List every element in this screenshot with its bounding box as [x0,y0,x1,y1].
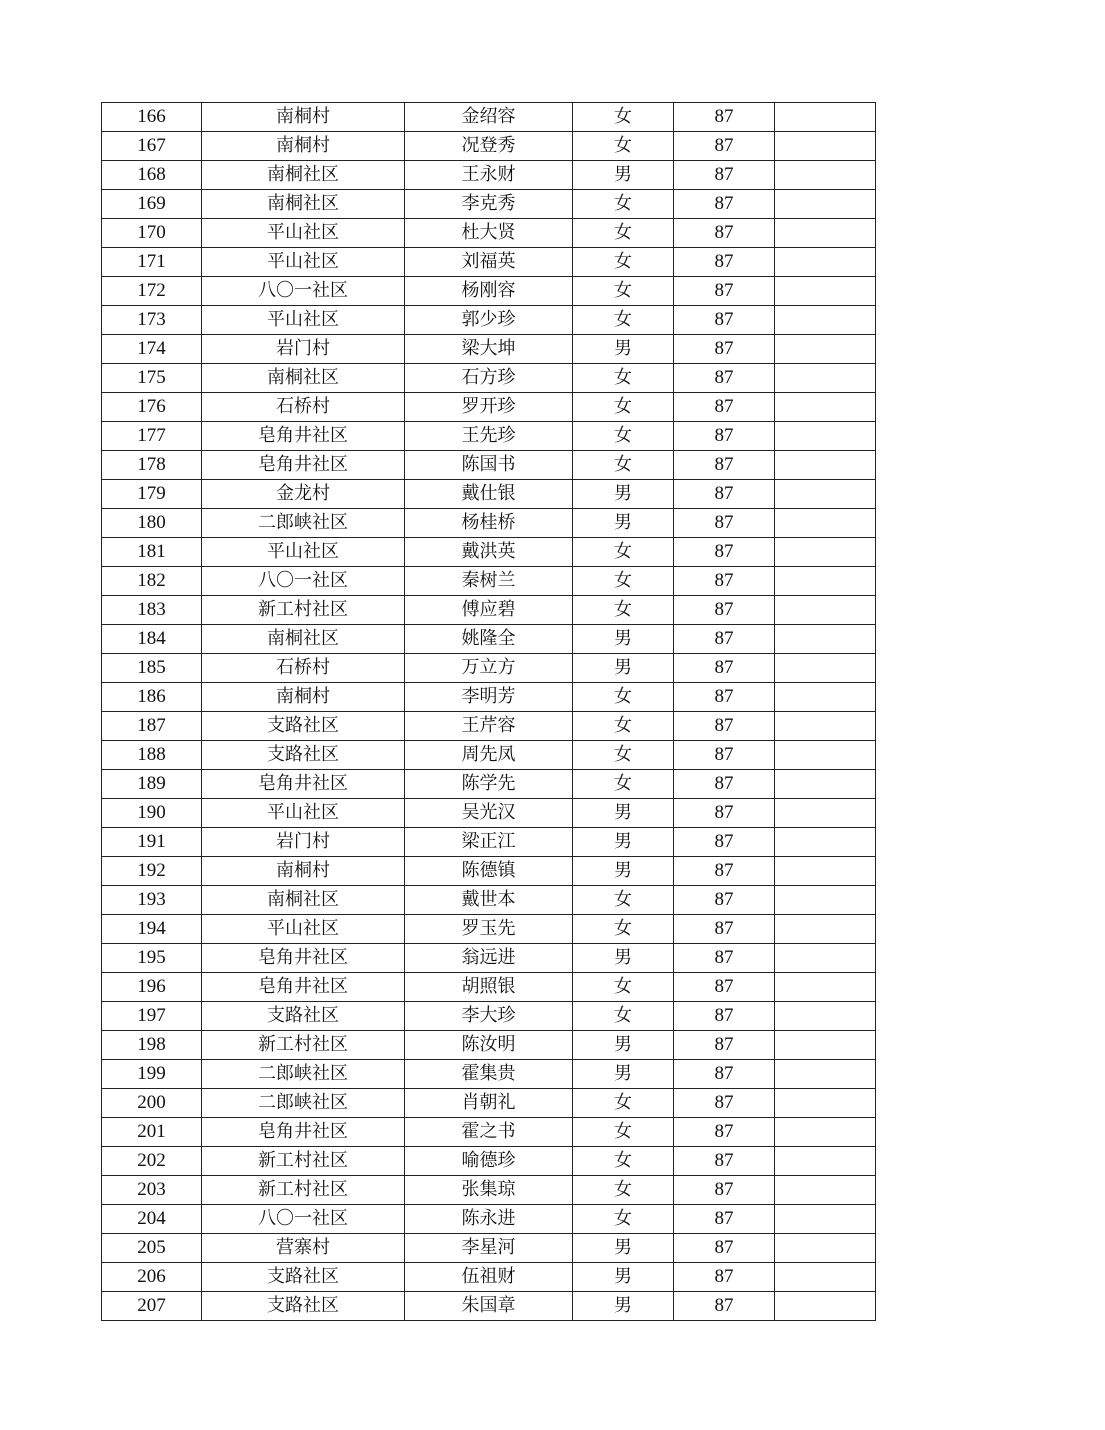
gender-cell: 女 [573,190,674,219]
row-number-cell: 178 [102,451,202,480]
table-row [102,828,876,857]
table-row [102,1089,876,1118]
row-number-cell: 190 [102,799,202,828]
remark-cell [775,1118,876,1147]
table-row [102,1060,876,1089]
gender-cell: 女 [573,741,674,770]
table-row [102,509,876,538]
remark-cell [775,1176,876,1205]
community-cell: 平山社区 [202,219,405,248]
row-number-cell: 206 [102,1263,202,1292]
row-number-cell: 198 [102,1031,202,1060]
remark-cell [775,683,876,712]
name-cell: 陈汝明 [405,1031,573,1060]
table-row [102,1031,876,1060]
age-cell: 87 [674,567,775,596]
community-cell: 皂角井社区 [202,451,405,480]
gender-cell: 男 [573,1031,674,1060]
name-cell: 罗开珍 [405,393,573,422]
table-row [102,625,876,654]
age-cell: 87 [674,161,775,190]
remark-cell [775,944,876,973]
name-cell: 梁大坤 [405,335,573,364]
community-cell: 二郎峡社区 [202,1089,405,1118]
name-cell: 陈德镇 [405,857,573,886]
name-cell: 肖朝礼 [405,1089,573,1118]
table-row [102,103,876,132]
name-cell: 胡照银 [405,973,573,1002]
table-row [102,132,876,161]
age-cell: 87 [674,364,775,393]
name-cell: 王先珍 [405,422,573,451]
gender-cell: 女 [573,1205,674,1234]
age-cell: 87 [674,306,775,335]
name-cell: 王永财 [405,161,573,190]
remark-cell [775,538,876,567]
community-cell: 新工村社区 [202,596,405,625]
remark-cell [775,161,876,190]
roster-table [101,102,876,1321]
row-number-cell: 207 [102,1292,202,1321]
gender-cell: 女 [573,248,674,277]
table-row [102,741,876,770]
table-row [102,422,876,451]
name-cell: 霍集贵 [405,1060,573,1089]
name-cell: 李明芳 [405,683,573,712]
community-cell: 八〇一社区 [202,567,405,596]
remark-cell [775,509,876,538]
table-row [102,451,876,480]
row-number-cell: 179 [102,480,202,509]
age-cell: 87 [674,973,775,1002]
row-number-cell: 202 [102,1147,202,1176]
row-number-cell: 182 [102,567,202,596]
community-cell: 南桐社区 [202,161,405,190]
age-cell: 87 [674,1205,775,1234]
age-cell: 87 [674,219,775,248]
community-cell: 南桐村 [202,132,405,161]
row-number-cell: 184 [102,625,202,654]
gender-cell: 男 [573,1263,674,1292]
table-row [102,1176,876,1205]
remark-cell [775,799,876,828]
name-cell: 吴光汉 [405,799,573,828]
table-row [102,857,876,886]
community-cell: 皂角井社区 [202,1118,405,1147]
row-number-cell: 169 [102,190,202,219]
remark-cell [775,770,876,799]
community-cell: 支路社区 [202,1292,405,1321]
table-row [102,248,876,277]
name-cell: 陈国书 [405,451,573,480]
remark-cell [775,1031,876,1060]
age-cell: 87 [674,1176,775,1205]
row-number-cell: 195 [102,944,202,973]
remark-cell [775,596,876,625]
table-row [102,712,876,741]
remark-cell [775,1002,876,1031]
gender-cell: 男 [573,944,674,973]
remark-cell [775,422,876,451]
table-row [102,1234,876,1263]
age-cell: 87 [674,1060,775,1089]
gender-cell: 女 [573,1147,674,1176]
gender-cell: 男 [573,480,674,509]
name-cell: 秦树兰 [405,567,573,596]
community-cell: 皂角井社区 [202,944,405,973]
table-row [102,480,876,509]
row-number-cell: 203 [102,1176,202,1205]
remark-cell [775,857,876,886]
age-cell: 87 [674,103,775,132]
roster-table-body [102,103,876,1321]
row-number-cell: 171 [102,248,202,277]
table-row [102,306,876,335]
name-cell: 戴世本 [405,886,573,915]
name-cell: 梁正江 [405,828,573,857]
table-row [102,190,876,219]
row-number-cell: 172 [102,277,202,306]
age-cell: 87 [674,509,775,538]
table-row [102,219,876,248]
remark-cell [775,654,876,683]
table-row [102,596,876,625]
table-row [102,944,876,973]
community-cell: 平山社区 [202,538,405,567]
remark-cell [775,451,876,480]
gender-cell: 女 [573,219,674,248]
age-cell: 87 [674,1234,775,1263]
name-cell: 傅应碧 [405,596,573,625]
gender-cell: 女 [573,1176,674,1205]
name-cell: 金绍容 [405,103,573,132]
remark-cell [775,277,876,306]
remark-cell [775,393,876,422]
row-number-cell: 193 [102,886,202,915]
row-number-cell: 191 [102,828,202,857]
table-row [102,973,876,1002]
row-number-cell: 180 [102,509,202,538]
name-cell: 李星河 [405,1234,573,1263]
table-row [102,364,876,393]
age-cell: 87 [674,683,775,712]
age-cell: 87 [674,654,775,683]
community-cell: 新工村社区 [202,1176,405,1205]
row-number-cell: 176 [102,393,202,422]
gender-cell: 女 [573,393,674,422]
table-row [102,538,876,567]
community-cell: 新工村社区 [202,1031,405,1060]
remark-cell [775,335,876,364]
name-cell: 郭少珍 [405,306,573,335]
remark-cell [775,1089,876,1118]
gender-cell: 女 [573,886,674,915]
community-cell: 南桐村 [202,683,405,712]
row-number-cell: 194 [102,915,202,944]
row-number-cell: 177 [102,422,202,451]
gender-cell: 女 [573,770,674,799]
community-cell: 平山社区 [202,248,405,277]
row-number-cell: 167 [102,132,202,161]
name-cell: 刘福英 [405,248,573,277]
gender-cell: 男 [573,1060,674,1089]
remark-cell [775,886,876,915]
remark-cell [775,1147,876,1176]
remark-cell [775,364,876,393]
gender-cell: 男 [573,1234,674,1263]
gender-cell: 男 [573,161,674,190]
remark-cell [775,915,876,944]
community-cell: 石桥村 [202,393,405,422]
remark-cell [775,306,876,335]
age-cell: 87 [674,741,775,770]
gender-cell: 男 [573,654,674,683]
remark-cell [775,741,876,770]
remark-cell [775,1205,876,1234]
name-cell: 陈永进 [405,1205,573,1234]
age-cell: 87 [674,1147,775,1176]
table-row [102,393,876,422]
name-cell: 李大珍 [405,1002,573,1031]
age-cell: 87 [674,335,775,364]
community-cell: 八〇一社区 [202,277,405,306]
table-row [102,1147,876,1176]
age-cell: 87 [674,770,775,799]
gender-cell: 女 [573,422,674,451]
age-cell: 87 [674,1263,775,1292]
community-cell: 岩门村 [202,828,405,857]
table-row [102,277,876,306]
remark-cell [775,1060,876,1089]
row-number-cell: 166 [102,103,202,132]
table-row [102,915,876,944]
age-cell: 87 [674,625,775,654]
remark-cell [775,625,876,654]
name-cell: 戴仕银 [405,480,573,509]
gender-cell: 女 [573,451,674,480]
gender-cell: 女 [573,683,674,712]
age-cell: 87 [674,596,775,625]
age-cell: 87 [674,828,775,857]
age-cell: 87 [674,886,775,915]
name-cell: 杜大贤 [405,219,573,248]
row-number-cell: 196 [102,973,202,1002]
community-cell: 平山社区 [202,799,405,828]
row-number-cell: 185 [102,654,202,683]
remark-cell [775,973,876,1002]
gender-cell: 女 [573,277,674,306]
community-cell: 支路社区 [202,1002,405,1031]
gender-cell: 女 [573,567,674,596]
name-cell: 翁远进 [405,944,573,973]
age-cell: 87 [674,1292,775,1321]
row-number-cell: 197 [102,1002,202,1031]
age-cell: 87 [674,277,775,306]
table-row [102,799,876,828]
remark-cell [775,1292,876,1321]
remark-cell [775,1234,876,1263]
name-cell: 况登秀 [405,132,573,161]
gender-cell: 男 [573,799,674,828]
gender-cell: 女 [573,1089,674,1118]
gender-cell: 女 [573,132,674,161]
gender-cell: 男 [573,1292,674,1321]
table-row [102,1002,876,1031]
community-cell: 南桐社区 [202,886,405,915]
gender-cell: 男 [573,625,674,654]
gender-cell: 男 [573,828,674,857]
community-cell: 平山社区 [202,306,405,335]
community-cell: 营寨村 [202,1234,405,1263]
row-number-cell: 200 [102,1089,202,1118]
remark-cell [775,132,876,161]
table-row [102,161,876,190]
name-cell: 杨桂桥 [405,509,573,538]
row-number-cell: 168 [102,161,202,190]
community-cell: 平山社区 [202,915,405,944]
remark-cell [775,567,876,596]
community-cell: 南桐社区 [202,190,405,219]
age-cell: 87 [674,799,775,828]
name-cell: 霍之书 [405,1118,573,1147]
community-cell: 支路社区 [202,712,405,741]
row-number-cell: 174 [102,335,202,364]
community-cell: 南桐村 [202,103,405,132]
gender-cell: 男 [573,335,674,364]
remark-cell [775,219,876,248]
row-number-cell: 199 [102,1060,202,1089]
row-number-cell: 189 [102,770,202,799]
community-cell: 岩门村 [202,335,405,364]
community-cell: 支路社区 [202,741,405,770]
table-row [102,567,876,596]
remark-cell [775,480,876,509]
row-number-cell: 188 [102,741,202,770]
community-cell: 石桥村 [202,654,405,683]
remark-cell [775,248,876,277]
row-number-cell: 181 [102,538,202,567]
gender-cell: 女 [573,1002,674,1031]
table-row [102,335,876,364]
age-cell: 87 [674,190,775,219]
gender-cell: 女 [573,596,674,625]
community-cell: 金龙村 [202,480,405,509]
gender-cell: 女 [573,364,674,393]
table-row [102,770,876,799]
gender-cell: 女 [573,915,674,944]
community-cell: 南桐社区 [202,625,405,654]
gender-cell: 男 [573,857,674,886]
age-cell: 87 [674,1118,775,1147]
gender-cell: 男 [573,509,674,538]
name-cell: 姚隆全 [405,625,573,654]
name-cell: 罗玉先 [405,915,573,944]
community-cell: 皂角井社区 [202,770,405,799]
row-number-cell: 186 [102,683,202,712]
row-number-cell: 205 [102,1234,202,1263]
row-number-cell: 173 [102,306,202,335]
table-row [102,1118,876,1147]
row-number-cell: 183 [102,596,202,625]
name-cell: 周先凤 [405,741,573,770]
row-number-cell: 187 [102,712,202,741]
row-number-cell: 175 [102,364,202,393]
gender-cell: 女 [573,103,674,132]
remark-cell [775,712,876,741]
remark-cell [775,828,876,857]
name-cell: 戴洪英 [405,538,573,567]
age-cell: 87 [674,248,775,277]
gender-cell: 女 [573,973,674,1002]
name-cell: 张集琼 [405,1176,573,1205]
community-cell: 皂角井社区 [202,973,405,1002]
gender-cell: 女 [573,306,674,335]
name-cell: 万立方 [405,654,573,683]
table-row [102,683,876,712]
community-cell: 二郎峡社区 [202,509,405,538]
community-cell: 皂角井社区 [202,422,405,451]
age-cell: 87 [674,944,775,973]
community-cell: 二郎峡社区 [202,1060,405,1089]
gender-cell: 女 [573,712,674,741]
community-cell: 八〇一社区 [202,1205,405,1234]
age-cell: 87 [674,451,775,480]
name-cell: 李克秀 [405,190,573,219]
table-row [102,886,876,915]
table-row [102,654,876,683]
table-row [102,1205,876,1234]
age-cell: 87 [674,132,775,161]
age-cell: 87 [674,857,775,886]
row-number-cell: 192 [102,857,202,886]
age-cell: 87 [674,1089,775,1118]
name-cell: 喻德珍 [405,1147,573,1176]
name-cell: 石方珍 [405,364,573,393]
name-cell: 杨刚容 [405,277,573,306]
row-number-cell: 204 [102,1205,202,1234]
remark-cell [775,190,876,219]
community-cell: 新工村社区 [202,1147,405,1176]
table-row [102,1292,876,1321]
age-cell: 87 [674,1031,775,1060]
age-cell: 87 [674,915,775,944]
community-cell: 南桐社区 [202,364,405,393]
community-cell: 支路社区 [202,1263,405,1292]
row-number-cell: 201 [102,1118,202,1147]
age-cell: 87 [674,712,775,741]
age-cell: 87 [674,422,775,451]
name-cell: 王芹容 [405,712,573,741]
name-cell: 朱国章 [405,1292,573,1321]
row-number-cell: 170 [102,219,202,248]
gender-cell: 女 [573,538,674,567]
gender-cell: 女 [573,1118,674,1147]
name-cell: 陈学先 [405,770,573,799]
table-row [102,1263,876,1292]
age-cell: 87 [674,393,775,422]
age-cell: 87 [674,1002,775,1031]
remark-cell [775,1263,876,1292]
age-cell: 87 [674,480,775,509]
name-cell: 伍祖财 [405,1263,573,1292]
remark-cell [775,103,876,132]
age-cell: 87 [674,538,775,567]
community-cell: 南桐村 [202,857,405,886]
